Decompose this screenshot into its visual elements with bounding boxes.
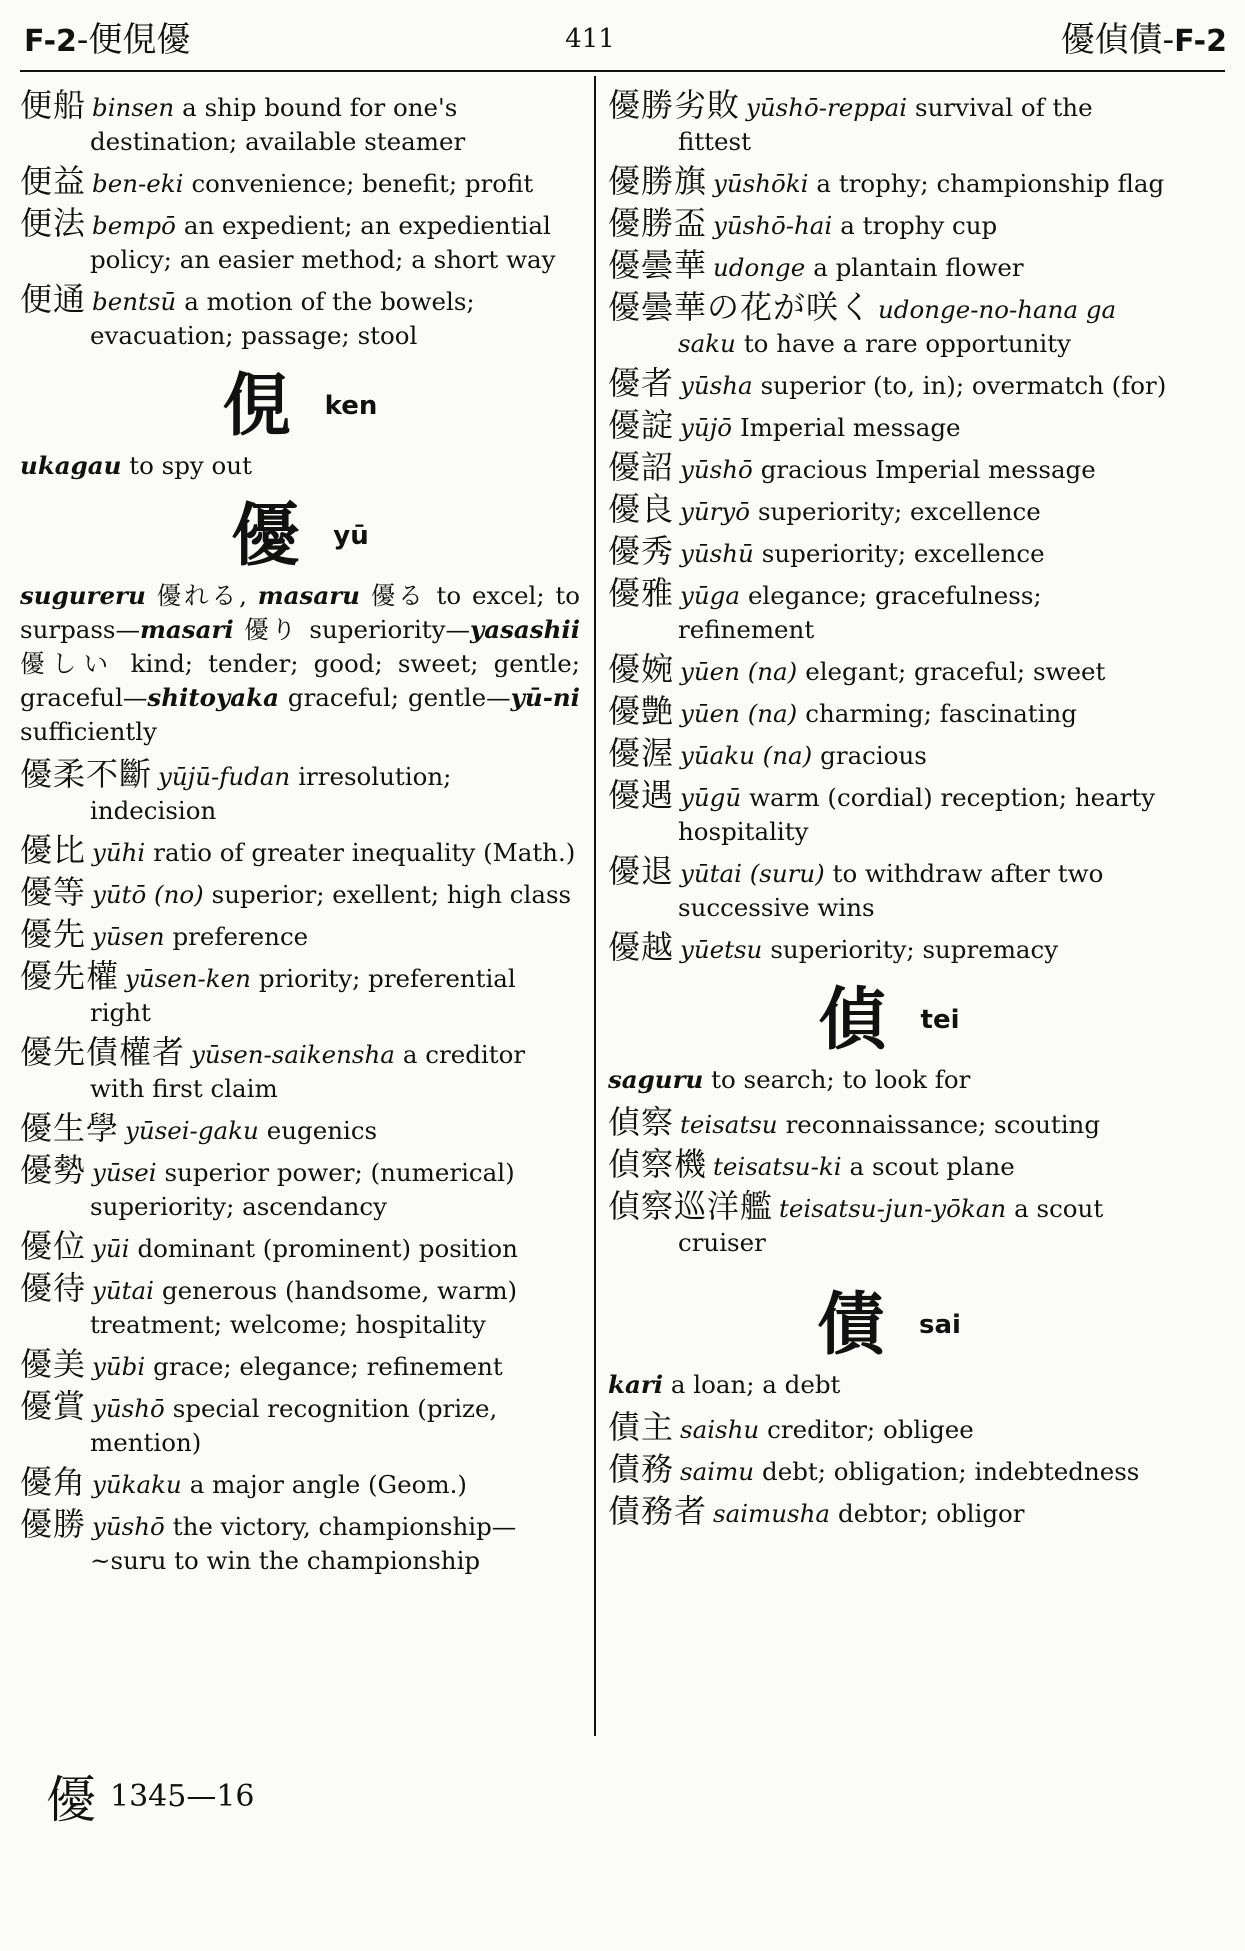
entry-meaning: a ship bound for one's destination; available steamer xyxy=(90,93,466,156)
entry-romaji: ben-eki xyxy=(92,169,184,198)
dictionary-entry xyxy=(20,88,580,159)
dictionary-entry xyxy=(20,917,580,954)
entry-meaning: a scout plane xyxy=(849,1152,1015,1181)
entry-meaning: a trophy; championship flag xyxy=(816,169,1165,198)
entry-meaning: elegance; gracefulness; refinement xyxy=(678,581,1042,644)
kun-term: yasashii xyxy=(470,615,580,644)
entry-kanji: 便通 xyxy=(20,280,87,318)
dictionary-entry xyxy=(608,1410,1170,1447)
kun-text: 優り superiority— xyxy=(233,615,470,644)
headword-char: 偵 xyxy=(818,980,887,1060)
dictionary-entry xyxy=(608,694,1170,731)
left-section-code: F-2 xyxy=(24,24,77,59)
entry-meaning: grace; elegance; refinement xyxy=(153,1352,503,1381)
entry-kanji: 優柔不斷 xyxy=(20,755,153,793)
dictionary-entry xyxy=(608,450,1170,487)
entry-kanji: 便益 xyxy=(20,162,87,200)
entry-romaji: bentsū xyxy=(92,287,177,316)
entry-meaning: elegant; graceful; sweet xyxy=(805,657,1106,686)
entry-meaning: gracious Imperial message xyxy=(760,455,1096,484)
entry-meaning: survival of the fittest xyxy=(678,93,1093,156)
entry-kanji: 優良 xyxy=(608,490,675,528)
headword-tei xyxy=(608,981,1170,1059)
entry-meaning: superiority; supremacy xyxy=(770,935,1059,964)
dictionary-entry xyxy=(20,833,580,870)
entry-kanji: 優勝旗 xyxy=(608,162,708,200)
entry-romaji: teisatsu-ki xyxy=(713,1152,842,1181)
footer-kanji: 優 xyxy=(46,1771,96,1829)
headword-reading: yū xyxy=(333,521,369,551)
dictionary-entry xyxy=(608,290,1170,361)
entry-kanji: 優美 xyxy=(20,1345,87,1383)
entry-meaning: superior; exellent; high class xyxy=(211,880,572,909)
entry-meaning: a creditor with first claim xyxy=(90,1040,526,1103)
kun-term: shitoyaka xyxy=(147,683,279,712)
header-right xyxy=(1061,18,1227,64)
entry-kanji: 優者 xyxy=(608,364,675,402)
entry-romaji: yūsen-saikensha xyxy=(191,1040,395,1069)
entry-kanji: 優位 xyxy=(20,1227,87,1265)
entry-meaning: gracious xyxy=(820,741,927,770)
entry-list xyxy=(608,1410,1170,1531)
entry-romaji: yūryō xyxy=(680,497,750,526)
entry-kanji: 優待 xyxy=(20,1269,87,1307)
headword-ken xyxy=(20,367,580,445)
entry-romaji: teisatsu xyxy=(680,1110,778,1139)
entry-meaning: ratio of greater inequality (Math.) xyxy=(153,838,576,867)
headword-char: 債 xyxy=(817,1285,886,1365)
kun-text: 優しい kind; tender; good; sweet; gentle; graceful— xyxy=(20,649,580,712)
entry-kanji: 優賞 xyxy=(20,1387,87,1425)
entry-romaji: yūshō-reppai xyxy=(746,93,908,122)
entry-kanji: 優諚 xyxy=(608,406,675,444)
entry-meaning: a plantain flower xyxy=(813,253,1024,282)
dictionary-entry xyxy=(608,1105,1170,1142)
left-column xyxy=(20,88,580,1583)
headword-sai xyxy=(608,1286,1170,1364)
entry-kanji: 優先債權者 xyxy=(20,1033,186,1071)
entry-romaji: saimu xyxy=(680,1457,755,1486)
entry-meaning: creditor; obligee xyxy=(767,1415,974,1444)
entry-romaji: saishu xyxy=(680,1415,760,1444)
entry-romaji: yūi xyxy=(92,1234,130,1263)
entry-kanji: 優先權 xyxy=(20,957,120,995)
dictionary-entry xyxy=(608,88,1170,159)
kun-text: to search; to look for xyxy=(703,1065,971,1094)
entry-romaji: yūsen-ken xyxy=(125,964,251,993)
dictionary-entry xyxy=(20,1111,580,1148)
entry-kanji: 優角 xyxy=(20,1463,87,1501)
headword-char: 優 xyxy=(231,496,300,576)
right-header-chars: 優偵債- xyxy=(1060,20,1175,60)
entry-kanji: 優曇華の花が咲く xyxy=(608,288,873,326)
kun-term: yū-ni xyxy=(510,683,580,712)
dictionary-entry xyxy=(20,959,580,1030)
entry-kanji: 優詔 xyxy=(608,448,675,486)
dictionary-entry xyxy=(20,1229,580,1266)
entry-romaji: yūkaku xyxy=(92,1470,182,1499)
dictionary-entry xyxy=(20,1153,580,1224)
entry-kanji: 便法 xyxy=(20,204,87,242)
entry-kanji: 優越 xyxy=(608,928,675,966)
entry-meaning: convenience; benefit; profit xyxy=(191,169,534,198)
entry-kanji: 偵察巡洋艦 xyxy=(608,1187,774,1225)
dictionary-entry xyxy=(20,1389,580,1460)
entry-kanji: 優退 xyxy=(608,852,675,890)
entry-meaning: generous (handsome, warm) treatment; welcome; hospitality xyxy=(90,1276,518,1339)
entry-kanji: 優渥 xyxy=(608,734,675,772)
entry-meaning: irresolution; indecision xyxy=(90,762,452,825)
kun-reading-paragraph xyxy=(20,579,580,749)
entry-kanji: 偵察機 xyxy=(608,1145,708,1183)
kun-reading-paragraph xyxy=(608,1368,1170,1402)
entry-meaning: reconnaissance; scouting xyxy=(785,1110,1101,1139)
entry-romaji: udonge-no-hana ga saku xyxy=(678,295,1117,358)
entry-romaji: yūen (na) xyxy=(680,699,798,728)
dictionary-entry xyxy=(608,1189,1170,1260)
dictionary-entry xyxy=(20,1465,580,1502)
entry-romaji: yūshū xyxy=(680,539,754,568)
entry-romaji: yūhi xyxy=(92,838,146,867)
entry-kanji: 優比 xyxy=(20,831,87,869)
entry-romaji: yūga xyxy=(680,581,740,610)
entry-meaning: superiority; excellence xyxy=(761,539,1045,568)
headword-reading: tei xyxy=(920,1005,960,1035)
headword-char: 俔 xyxy=(222,366,291,446)
kun-text: 優る to excel; to surpass— xyxy=(20,581,580,644)
entry-kanji: 優秀 xyxy=(608,532,675,570)
entry-romaji: yūjū-fudan xyxy=(158,762,291,791)
kun-reading-paragraph xyxy=(608,1063,1170,1097)
dictionary-entry xyxy=(608,408,1170,445)
dictionary-entry xyxy=(608,576,1170,647)
headword-reading: ken xyxy=(324,391,378,421)
entry-romaji: udonge xyxy=(713,253,806,282)
entry-romaji: bempō xyxy=(92,211,176,240)
entry-meaning: a trophy cup xyxy=(840,211,998,240)
dictionary-entry xyxy=(608,1147,1170,1184)
entry-meaning: priority; preferential right xyxy=(90,964,516,1027)
entry-meaning: preference xyxy=(172,922,309,951)
dictionary-entry xyxy=(608,534,1170,571)
entry-meaning: debtor; obligor xyxy=(838,1499,1025,1528)
entry-meaning: superior (to, in); overmatch (for) xyxy=(760,371,1167,400)
dictionary-entry xyxy=(20,1035,580,1106)
headword-yu xyxy=(20,497,580,575)
entry-romaji: yūshō xyxy=(92,1394,165,1423)
entry-kanji: 優勝盃 xyxy=(608,204,708,242)
entry-romaji: saimusha xyxy=(713,1499,831,1528)
entry-kanji: 優婉 xyxy=(608,650,675,688)
dictionary-entry xyxy=(608,778,1170,849)
entry-romaji: yūtō (no) xyxy=(92,880,204,909)
dictionary-entry xyxy=(608,1452,1170,1489)
entry-kanji: 優曇華 xyxy=(608,246,708,284)
entry-meaning: special recognition (prize, mention) xyxy=(90,1394,498,1457)
kun-text: sufficiently xyxy=(20,717,157,746)
dictionary-entry xyxy=(608,164,1170,201)
dictionary-entry xyxy=(20,282,580,353)
entry-romaji: yūtai (suru) xyxy=(680,859,825,888)
entry-romaji: yūtai xyxy=(92,1276,154,1305)
kun-term: masari xyxy=(140,615,234,644)
dictionary-entry xyxy=(608,206,1170,243)
entry-meaning: eugenics xyxy=(266,1116,378,1145)
entry-romaji: yūsen xyxy=(92,922,165,951)
entry-romaji: yūsha xyxy=(680,371,753,400)
entry-meaning: debt; obligation; indebtedness xyxy=(762,1457,1140,1486)
dictionary-entry xyxy=(20,206,580,277)
entry-romaji: yūgū xyxy=(680,783,742,812)
column-divider xyxy=(594,76,596,1736)
dictionary-entry xyxy=(20,1507,580,1578)
entry-kanji: 優遇 xyxy=(608,776,675,814)
entry-romaji: yūetsu xyxy=(680,935,763,964)
entry-kanji: 優先 xyxy=(20,915,87,953)
entry-romaji: yūbi xyxy=(92,1352,146,1381)
page-footer xyxy=(46,1760,255,1832)
dictionary-entry xyxy=(608,366,1170,403)
right-column xyxy=(608,88,1170,1536)
kun-text: to spy out xyxy=(121,451,252,480)
kun-term: masaru xyxy=(257,581,360,610)
entry-list xyxy=(20,88,580,353)
entry-meaning: charming; fascinating xyxy=(805,699,1077,728)
dictionary-entry xyxy=(608,736,1170,773)
left-header-chars: -便俔優 xyxy=(76,20,191,60)
entry-meaning: superior power; (numerical) superiority; ascendancy xyxy=(90,1158,515,1221)
entry-meaning: a motion of the bowels; evacuation; passage; stool xyxy=(90,287,475,350)
entry-list xyxy=(608,1105,1170,1260)
entry-romaji: yūaku (na) xyxy=(680,741,813,770)
entry-kanji: 便船 xyxy=(20,86,87,124)
kun-term: ukagau xyxy=(20,451,122,480)
entry-romaji: yūshō xyxy=(680,455,753,484)
kun-term: sugureru xyxy=(20,581,146,610)
header-rule xyxy=(20,70,1225,72)
dictionary-entry xyxy=(608,930,1170,967)
entry-romaji: teisatsu-jun-yōkan xyxy=(779,1194,1007,1223)
entry-meaning: Imperial message xyxy=(739,413,961,442)
kun-reading-paragraph xyxy=(20,449,580,483)
footer-number: 1345—16 xyxy=(110,1778,255,1814)
dictionary-entry xyxy=(20,1271,580,1342)
entry-kanji: 債務者 xyxy=(608,1492,708,1530)
entry-kanji: 優勝劣敗 xyxy=(608,86,741,124)
entry-meaning: superiority; excellence xyxy=(757,497,1041,526)
entry-kanji: 優等 xyxy=(20,873,87,911)
entry-meaning: to have a rare opportunity xyxy=(743,329,1071,358)
dictionary-entry xyxy=(608,854,1170,925)
entry-meaning: a scout cruiser xyxy=(678,1194,1104,1257)
kun-term: saguru xyxy=(608,1065,704,1094)
kun-text: a loan; a debt xyxy=(663,1370,841,1399)
dictionary-entry xyxy=(20,164,580,201)
headword-reading: sai xyxy=(919,1310,961,1340)
entry-kanji: 優勝 xyxy=(20,1505,87,1543)
entry-romaji: yūshōki xyxy=(713,169,809,198)
entry-kanji: 偵察 xyxy=(608,1103,675,1141)
dictionary-entry xyxy=(20,875,580,912)
entry-kanji: 債主 xyxy=(608,1408,675,1446)
dictionary-entry xyxy=(608,248,1170,285)
kun-text: 優れる, xyxy=(145,581,258,610)
dictionary-entry xyxy=(608,1494,1170,1531)
entry-list xyxy=(20,757,580,1578)
entry-meaning: an expedient; an expediential policy; an easier method; a short way xyxy=(90,211,556,274)
entry-meaning: to withdraw after two successive wins xyxy=(678,859,1104,922)
entry-romaji: yūshō-hai xyxy=(713,211,833,240)
entry-romaji: yūjō xyxy=(680,413,732,442)
right-section-code: F-2 xyxy=(1174,24,1227,59)
entry-kanji: 優艶 xyxy=(608,692,675,730)
entry-meaning: warm (cordial) reception; hearty hospitality xyxy=(678,783,1156,846)
entry-romaji: yūsei xyxy=(92,1158,157,1187)
page-number: 411 xyxy=(565,24,615,54)
kun-text: graceful; gentle— xyxy=(278,683,511,712)
entry-romaji: yūen (na) xyxy=(680,657,798,686)
entry-kanji: 優勢 xyxy=(20,1151,87,1189)
kun-term: kari xyxy=(608,1370,664,1399)
entry-meaning: a major angle (Geom.) xyxy=(189,1470,467,1499)
entry-kanji: 優雅 xyxy=(608,574,675,612)
entry-list xyxy=(608,88,1170,967)
entry-kanji: 優生學 xyxy=(20,1109,120,1147)
entry-kanji: 債務 xyxy=(608,1450,675,1488)
dictionary-entry xyxy=(608,652,1170,689)
entry-romaji: yūsei-gaku xyxy=(125,1116,259,1145)
entry-romaji: yūshō xyxy=(92,1512,165,1541)
entry-meaning: dominant (prominent) position xyxy=(137,1234,518,1263)
dictionary-entry xyxy=(608,492,1170,529)
dictionary-entry xyxy=(20,757,580,828)
entry-romaji: binsen xyxy=(92,93,175,122)
dictionary-entry xyxy=(20,1347,580,1384)
entry-meaning: the victory, championship—~suru to win the championship xyxy=(90,1512,517,1575)
